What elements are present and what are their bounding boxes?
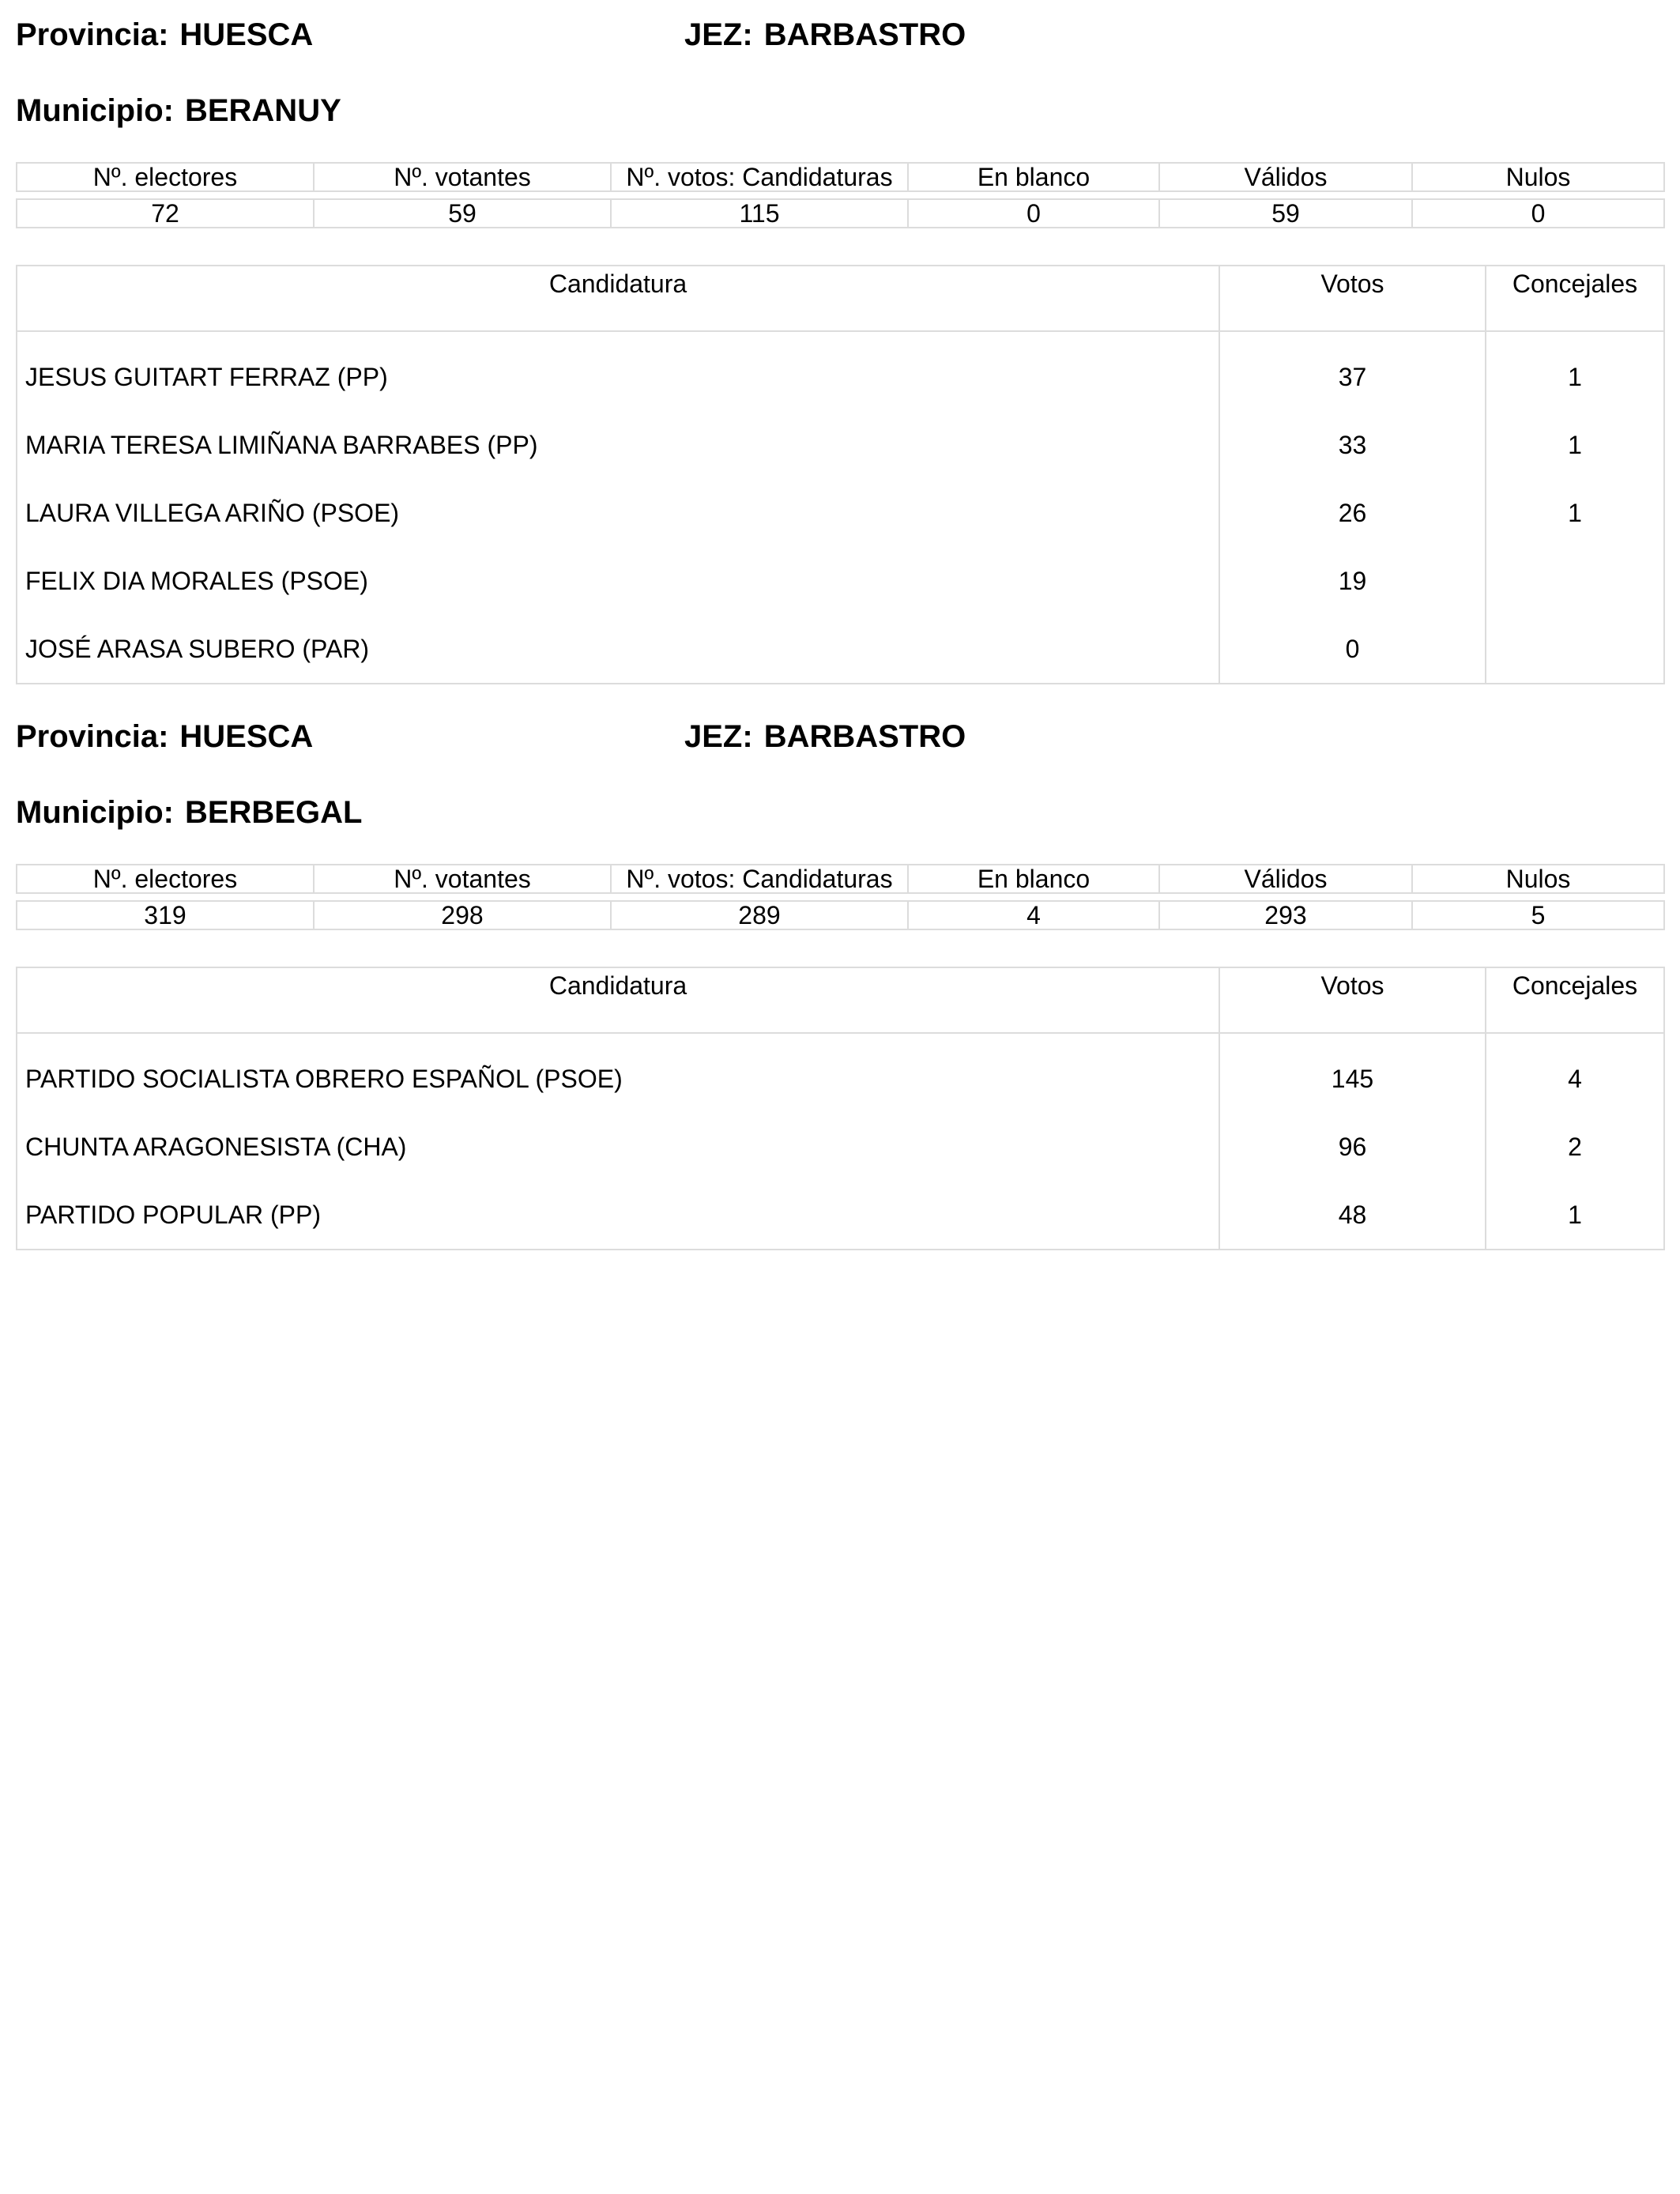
- candidate-name: PARTIDO SOCIALISTA OBRERO ESPAÑOL (PSOE): [17, 1033, 1219, 1113]
- stats-header-votos-candidaturas: Nº. votos: Candidaturas: [611, 163, 908, 191]
- provincia-line: [16, 718, 313, 756]
- stats-value-electores: 319: [17, 901, 314, 929]
- stats-header-votos-candidaturas: Nº. votos: Candidaturas: [611, 865, 908, 893]
- stats-header-nulos: Nulos: [1412, 865, 1664, 893]
- candidate-name: CHUNTA ARAGONESISTA (CHA): [17, 1113, 1219, 1181]
- stats-value-electores: 72: [17, 199, 314, 228]
- candidate-concejales: 1: [1568, 1201, 1582, 1229]
- candidate-votos: 37: [1219, 331, 1486, 411]
- candidate-concejales: 1: [1568, 431, 1582, 459]
- header-votos: Votos: [1219, 266, 1486, 331]
- stats-value-row: [17, 901, 1664, 929]
- header-candidatura: Candidatura: [17, 967, 1219, 1033]
- provincia-value: HUESCA: [179, 719, 314, 754]
- candidate-votos: 0: [1219, 615, 1486, 684]
- municipio-label: Municipio:: [16, 93, 174, 128]
- candidates-header-row: [17, 967, 1664, 1033]
- candidate-name: MARIA TERESA LIMIÑANA BARRABES (PP): [17, 411, 1219, 479]
- stats-value-votantes: 59: [314, 199, 611, 228]
- table-row: [17, 331, 1664, 411]
- stats-value-en-blanco: 0: [908, 199, 1159, 228]
- candidate-concejales: 4: [1568, 1065, 1582, 1093]
- stats-header-row: [17, 865, 1664, 893]
- provincia-label: Provincia:: [16, 719, 169, 754]
- candidate-concejales: 1: [1568, 499, 1582, 527]
- stats-header-validos: Válidos: [1159, 865, 1412, 893]
- stats-header-electores: Nº. electores: [17, 865, 314, 893]
- candidate-votos: 96: [1219, 1113, 1486, 1181]
- jez-label: JEZ:: [684, 719, 753, 754]
- provincia-line: [16, 16, 313, 54]
- stats-value-validos: 293: [1159, 901, 1412, 929]
- municipio-line: [16, 92, 341, 130]
- candidate-votos: 48: [1219, 1181, 1486, 1250]
- jez-value: BARBASTRO: [763, 719, 966, 754]
- stats-value-validos: 59: [1159, 199, 1412, 228]
- stats-table: [16, 162, 1665, 228]
- table-row: [17, 479, 1664, 547]
- candidate-name: LAURA VILLEGA ARIÑO (PSOE): [17, 479, 1219, 547]
- table-row: [17, 1033, 1664, 1113]
- candidate-votos: 26: [1219, 479, 1486, 547]
- stats-spacer: [17, 191, 1664, 199]
- header-candidatura: Candidatura: [17, 266, 1219, 331]
- candidate-votos: 33: [1219, 411, 1486, 479]
- candidate-votos: 145: [1219, 1033, 1486, 1113]
- stats-value-nulos: 0: [1412, 199, 1664, 228]
- candidates-table: [16, 967, 1665, 1250]
- header-concejales: Concejales: [1486, 967, 1664, 1033]
- stats-value-votos-candidaturas: 115: [611, 199, 908, 228]
- table-row: [17, 1113, 1664, 1181]
- table-row: [17, 411, 1664, 479]
- jez-line: [684, 718, 966, 756]
- stats-value-nulos: 5: [1412, 901, 1664, 929]
- stats-header-votantes: Nº. votantes: [314, 163, 611, 191]
- candidate-name: PARTIDO POPULAR (PP): [17, 1181, 1219, 1250]
- header-votos: Votos: [1219, 967, 1486, 1033]
- stats-header-validos: Válidos: [1159, 163, 1412, 191]
- stats-header-en-blanco: En blanco: [908, 163, 1159, 191]
- header-concejales: Concejales: [1486, 266, 1664, 331]
- jez-line: [684, 16, 966, 54]
- table-row: [17, 547, 1664, 615]
- stats-value-row: [17, 199, 1664, 228]
- provincia-value: HUESCA: [179, 17, 314, 52]
- stats-value-votos-candidaturas: 289: [611, 901, 908, 929]
- stats-spacer: [17, 893, 1664, 901]
- candidate-votos: 19: [1219, 547, 1486, 615]
- stats-value-votantes: 298: [314, 901, 611, 929]
- candidate-name: JOSÉ ARASA SUBERO (PAR): [17, 615, 1219, 684]
- stats-value-en-blanco: 4: [908, 901, 1159, 929]
- candidate-concejales: 2: [1568, 1133, 1582, 1161]
- municipio-line: [16, 794, 362, 831]
- municipio-label: Municipio:: [16, 795, 174, 830]
- jez-label: JEZ:: [684, 17, 753, 52]
- provincia-label: Provincia:: [16, 17, 169, 52]
- stats-header-votantes: Nº. votantes: [314, 865, 611, 893]
- stats-header-electores: Nº. electores: [17, 163, 314, 191]
- candidate-name: JESUS GUITART FERRAZ (PP): [17, 331, 1219, 411]
- candidates-table: [16, 265, 1665, 684]
- jez-value: BARBASTRO: [763, 17, 966, 52]
- table-row: [17, 615, 1664, 684]
- stats-header-en-blanco: En blanco: [908, 865, 1159, 893]
- municipio-value: BERANUY: [184, 93, 341, 128]
- candidates-header-row: [17, 266, 1664, 331]
- table-row: [17, 1181, 1664, 1250]
- stats-header-nulos: Nulos: [1412, 163, 1664, 191]
- stats-table: [16, 864, 1665, 930]
- stats-header-row: [17, 163, 1664, 191]
- candidate-name: FELIX DIA MORALES (PSOE): [17, 547, 1219, 615]
- candidate-concejales: [1486, 547, 1664, 615]
- candidate-concejales: 1: [1568, 363, 1582, 391]
- candidate-concejales: [1486, 615, 1664, 684]
- municipio-value: BERBEGAL: [184, 795, 363, 830]
